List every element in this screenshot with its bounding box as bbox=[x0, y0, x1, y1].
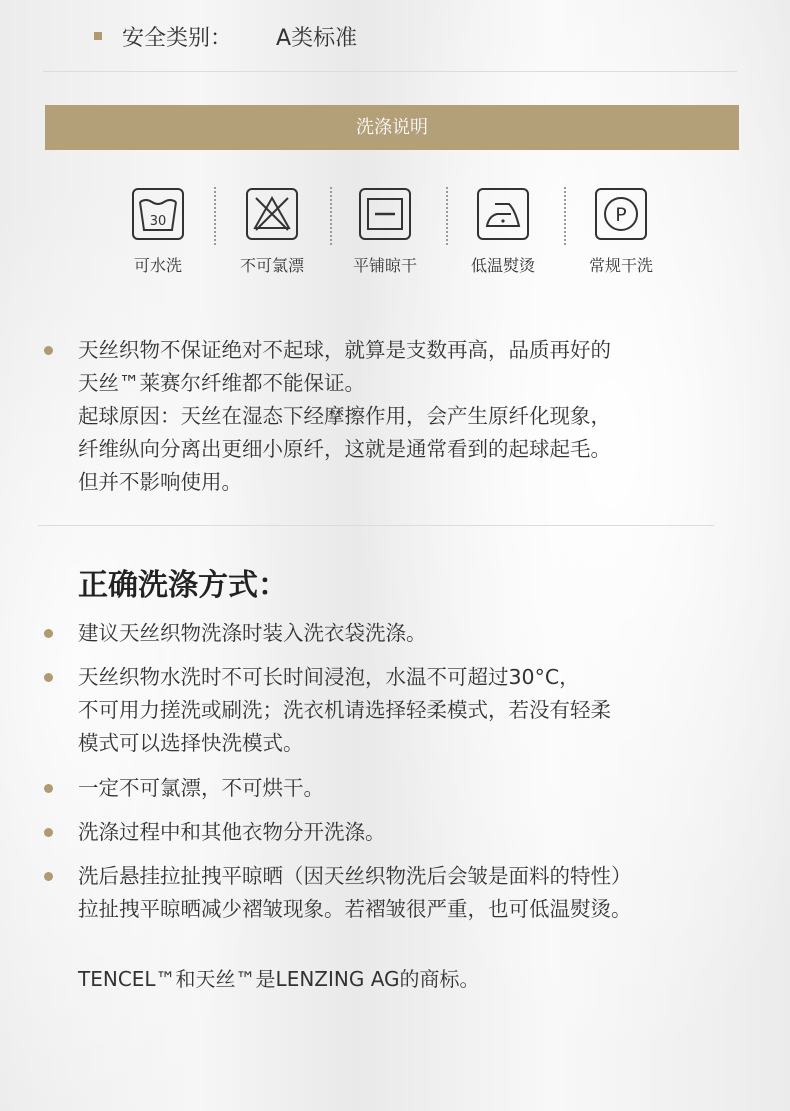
safety-value: A类标准 bbox=[276, 25, 358, 51]
washing-item-line: 天丝织物水洗时不可长时间浸泡，水温不可超过30°C， bbox=[78, 665, 580, 689]
care-item-hand-wash bbox=[98, 185, 218, 276]
dry-flat-icon bbox=[359, 188, 411, 240]
washing-item-4 bbox=[78, 816, 386, 849]
safety-label: 安全类别： bbox=[122, 25, 233, 51]
bullet-dot-icon bbox=[44, 828, 53, 837]
pilling-note-line: 天丝织物不保证绝对不起球，就算是支数再高，品质再好的 bbox=[78, 338, 611, 362]
care-item-dry-flat bbox=[325, 185, 445, 276]
pilling-note-line: 纤维纵向分离出更细小原纤，这就是通常看到的起球起毛。 bbox=[78, 437, 611, 461]
bullet-dot-icon bbox=[44, 872, 53, 881]
pilling-note-line: 但并不影响使用。 bbox=[78, 470, 242, 494]
care-label-dry-clean: 常规干洗 bbox=[588, 256, 653, 275]
care-label-low-iron: 低温熨烫 bbox=[470, 256, 535, 275]
washing-item-2 bbox=[78, 661, 611, 760]
no-bleach-icon bbox=[246, 188, 298, 240]
dry-clean-letter: P bbox=[615, 204, 627, 226]
care-icons-row bbox=[96, 185, 696, 285]
bullet-dot-icon bbox=[44, 784, 53, 793]
care-label-hand-wash: 可水洗 bbox=[133, 256, 182, 275]
washing-item-line: 模式可以选择快洗模式。 bbox=[78, 731, 304, 755]
washing-method-title: 正确洗涤方式： bbox=[78, 568, 288, 603]
bullet-dot-icon bbox=[44, 629, 53, 638]
divider-middle bbox=[38, 525, 714, 526]
washtub-temperature: 30 bbox=[149, 214, 167, 229]
wash-instructions-banner: 洗涤说明 bbox=[45, 105, 739, 150]
care-item-dry-clean bbox=[561, 185, 681, 276]
washing-item-line: 洗后悬挂拉扯拽平晾晒（因天丝织物洗后会皱是面料的特性） bbox=[78, 864, 632, 888]
washing-item-line: 洗涤过程中和其他衣物分开洗涤。 bbox=[78, 820, 386, 844]
care-label-no-bleach: 不可氯漂 bbox=[239, 256, 304, 275]
square-bullet-icon bbox=[94, 32, 102, 40]
pilling-note-line: 天丝™莱赛尔纤维都不能保证。 bbox=[78, 371, 365, 395]
washing-item-line: 建议天丝织物洗涤时装入洗衣袋洗涤。 bbox=[78, 621, 427, 645]
washing-item-1 bbox=[78, 617, 427, 650]
iron-low-icon bbox=[477, 188, 529, 240]
washing-item-5 bbox=[78, 860, 632, 926]
washing-item-line: 不可用力搓洗或刷洗；洗衣机请选择轻柔模式，若没有轻柔 bbox=[78, 698, 611, 722]
washing-item-line: 拉扯拽平晾晒减少褶皱现象。若褶皱很严重，也可低温熨烫。 bbox=[78, 897, 632, 921]
dry-clean-p-icon bbox=[595, 188, 647, 240]
pilling-note bbox=[78, 334, 611, 499]
trademark-note: TENCEL™和天丝™是LENZING AG的商标。 bbox=[78, 967, 480, 991]
washing-item-line: 一定不可氯漂，不可烘干。 bbox=[78, 776, 324, 800]
pilling-note-line: 起球原因：天丝在湿态下经摩擦作用，会产生原纤化现象， bbox=[78, 404, 611, 428]
safety-category-row bbox=[94, 18, 357, 54]
care-label-dry-flat: 平铺晾干 bbox=[352, 256, 417, 275]
bullet-dot-icon bbox=[44, 346, 53, 355]
care-item-no-bleach bbox=[212, 185, 332, 276]
care-item-low-iron bbox=[443, 185, 563, 276]
washtub-30-icon bbox=[132, 188, 184, 240]
bullet-dot-icon bbox=[44, 673, 53, 682]
divider-top bbox=[43, 71, 737, 72]
washing-item-3 bbox=[78, 772, 324, 805]
